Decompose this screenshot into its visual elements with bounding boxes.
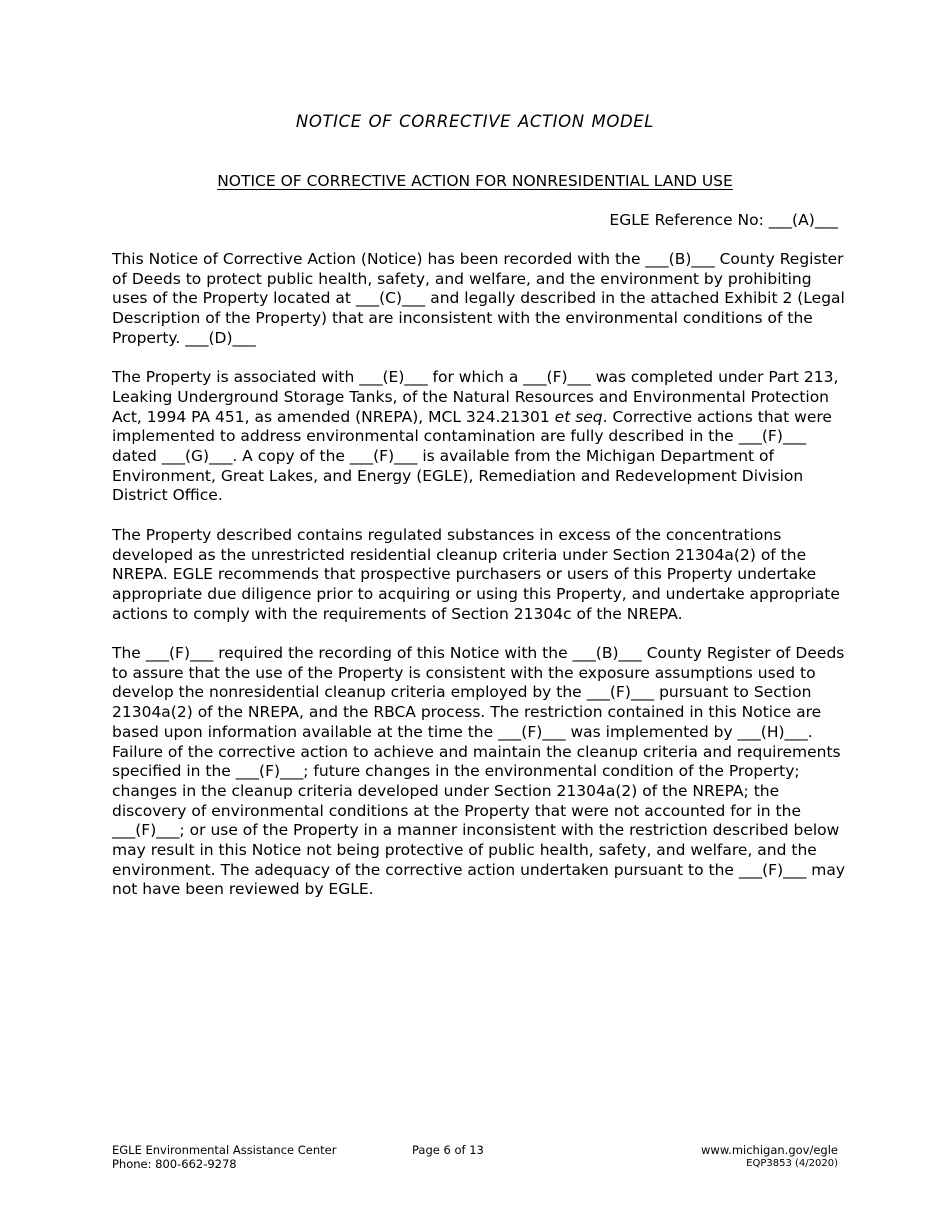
paragraph-association-start: The Property is associated with ___(E)___ for which a ___(F)___ was completed under Part 213, Leaking Underground Storage Tanks, of the Natural Resources and Environmental Protection Act, 1994 PA 451, as amended (NREPA), MCL 324.21301 xyxy=(112,368,839,426)
footer-form-number: EQP3853 (4/2020) xyxy=(746,1158,838,1169)
footer-page-number: Page 6 of 13 xyxy=(412,1143,484,1157)
et-seq-text: et seq xyxy=(554,407,603,426)
egle-reference xyxy=(609,211,838,229)
paragraph-association xyxy=(112,368,847,506)
paragraph-recording-requirement: The ___(F)___ required the recording of this Notice with the ___(B)___ County Register of Deeds to assure that the use of the Property is consistent with the exposure assumptions used to develop the nonresidential cleanup criteria employed by the ___(F)___ pursuant to Section 21304a(2) of the NREPA, and the RBCA process. The restriction contained in this Notice are based upon information available at the time the ___(F)___ was implemented by ___(H)___. Failure of the corrective action to achieve and maintain the cleanup criteria and requirements specified in the ___(F)___; future changes in the environmental condition of the Property; changes in the cleanup criteria developed under Section 21304a(2) of the NREPA; the discovery of environmental conditions at the Property that were not accounted for in the ___(F)___; or use of the Property in a manner inconsistent with the restriction described below may result in this Notice not being protective of public health, safety, and welfare, and the environment. The adequacy of the corrective action undertaken pursuant to the ___(F)___ may not have been reviewed by EGLE. xyxy=(112,644,846,899)
footer-right xyxy=(701,1143,838,1171)
paragraph-association-end: . Corrective actions that were implemented to address environmental contamination are fully described in the ___(F)___ dated ___(G)___. A copy of the ___(F)___ is available from the Michigan Department of Environment, Great Lakes, and Energy (EGLE), Remediation and Redevelopment Division District Office. xyxy=(112,407,832,505)
footer-website-link[interactable]: www.michigan.gov/egle xyxy=(701,1143,838,1157)
footer-contact xyxy=(112,1143,336,1171)
paragraph-recording: This Notice of Corrective Action (Notice) has been recorded with the ___(B)___ County Register of Deeds to protect public health, safety, and welfare, and the environment by prohibiting uses of the Property located at ___(C)___ and legally described in the attached Exhibit 2 (Legal Description of the Property) that are inconsistent with the environmental conditions of the Property. ___(D)___ xyxy=(112,250,845,347)
paragraph-regulated-substances: The Property described contains regulated substances in excess of the concentrations developed as the unrestricted residential cleanup criteria under Section 21304a(2) of the NREPA. EGLE recommends that prospective purchasers or users of this Property undertake appropriate due diligence prior to acquiring or using this Property, and undertake appropriate actions to comply with the requirements of Section 21304c of the NREPA. xyxy=(112,525,840,623)
footer-org-name: EGLE Environmental Assistance Center xyxy=(112,1143,337,1157)
page-footer xyxy=(112,1143,838,1183)
model-title: NOTICE OF CORRECTIVE ACTION MODEL xyxy=(295,112,655,131)
notice-title: NOTICE OF CORRECTIVE ACTION FOR NONRESIDENTIAL LAND USE xyxy=(217,172,733,190)
footer-phone: Phone: 800-662-9278 xyxy=(112,1157,237,1171)
reference-label: EGLE Reference No: xyxy=(609,211,764,229)
reference-value: ___(A)___ xyxy=(768,211,838,229)
notice-body xyxy=(112,250,847,920)
